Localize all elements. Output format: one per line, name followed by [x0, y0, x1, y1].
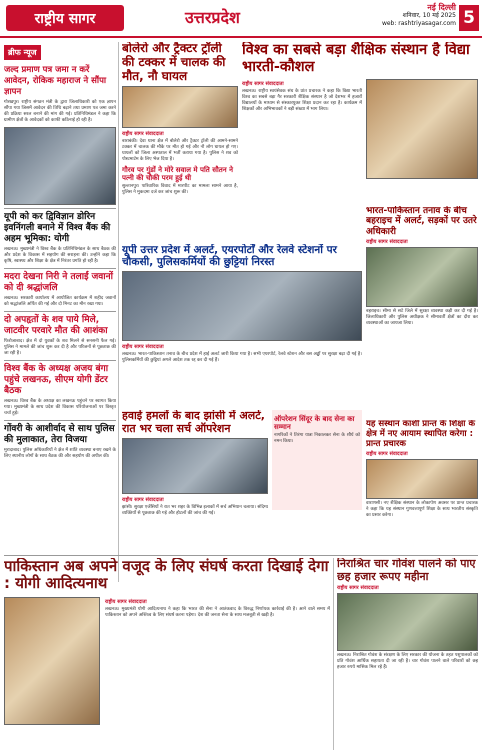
up-alert-body: लखनऊ। भारत-पाकिस्तान तनाव के बीच प्रदेश में हाई अलर्ट जारी किया गया है। सभी एयरपोर्ट, रेलवे स्टेशन और बस अड्डों पर सुरक्षा बढ़ा दी गई है। पुलिसकर्मियों की छुट्टियां अगले आदेश तक रद्द कर दी गई हैं। — [122, 352, 362, 364]
brief-headline: मदरा देखना निरी ने तलाईं जवानों को दी श्रद्धांजलि — [4, 272, 113, 293]
kashi-body: वाराणसी। नए शैक्षिक संस्थान के लोकार्पण अवसर पर प्रान्त प्रचारक ने कहा कि यह संस्थान गुणवत्तापूर्ण शिक्षा के साथ भारतीय संस्कृति का प्रसार करेगा। — [366, 501, 478, 519]
second-story-body: सुल्तानपुर। पारिवारिक विवाद में मारपीट का मामला सामने आया है, पुलिस ने मुकदमा दर्ज कर जांच शुरू की। — [122, 184, 238, 196]
brief-headline: यूपी को कर द्विविज्ञान डोरिन इवनिंगली बनाने में विश्व बैंक की अहम भूमिका: योगी — [4, 212, 111, 244]
yogi-headline: पाकिस्तान अब अपने वजूद के लिए संघर्ष करता दिखाई देगा : योगी आदित्यनाथ — [4, 558, 329, 593]
cow-headline: निराश्रित चार गोवंश पालने को पाए छह हजार रूपए महीना — [337, 558, 476, 583]
kashi-story — [366, 420, 478, 552]
mini-story-body: नागरिकों ने तिरंगा यात्रा निकालकर सेना के शौर्य को नमन किया। — [274, 433, 360, 444]
kashi-byline: राष्ट्रीय सागर संवाददाता — [366, 451, 408, 458]
cow-body: लखनऊ। निराश्रित गोवंश के संरक्षण के लिए सरकार की योजना के तहत पशुपालकों को प्रति गोवंश आर्थिक सहायता दी जा रही है। चार गोवंश पालने वाले परिवारों को छह हजार रुपये मासिक मिल रहे हैं। — [337, 653, 478, 671]
kashi-headline: यह संस्थान काशी प्रान्त के शिक्षा के क्षेत्र में नए आयाम स्थापित करेगा : प्रान्त प्रचारक — [366, 420, 475, 449]
divider — [4, 420, 116, 421]
vidya-bharati-photo — [366, 79, 478, 179]
divider — [4, 268, 116, 269]
bahraich-photo — [366, 247, 478, 307]
brief-body: लखनऊ। मुख्यमंत्री ने विश्व बैंक के प्रतिनिधिमंडल के साथ बैठक की और प्रदेश के विकास में सहयोग की सराहना की। उन्होंने कहा कि कृषि, स्वास्थ्य और शिक्षा के क्षेत्र में निरंतर प्रगति हो रही है। — [4, 247, 116, 264]
divider — [4, 360, 116, 361]
accident-byline: राष्ट्रीय सागर संवाददाता — [122, 131, 164, 138]
column-rule — [333, 558, 334, 750]
divider — [4, 208, 116, 209]
brand-logo: राष्ट्रीय सागर — [6, 5, 124, 31]
cow-photo — [337, 593, 478, 651]
dateline — [306, 4, 456, 28]
bahraich-byline: राष्ट्रीय सागर संवाददाता — [366, 239, 408, 246]
brief-body: गोरखपुर। राष्ट्रीय संगठन मंत्री के द्वारा जिलाधिकारी को एक ज्ञापन सौंपा गया जिसमें आवेदन की तिथि बढ़ाने तथा प्रमाण पत्र जमा करने की प्रक्रिया सरल बनाने की मांग की गई। प्रतिनिधिमंडल ने कहा कि ग्रामीण क्षेत्रों के आवेदकों को काफी कठिनाई हो रही है। — [4, 100, 116, 123]
vidya-bharati-byline: राष्ट्रीय सागर संवाददाता — [242, 81, 284, 88]
horizontal-rule — [4, 555, 478, 556]
jhansi-photo — [122, 438, 268, 494]
brief-news-label: ब्रीफ न्यूज — [4, 45, 41, 60]
accident-story — [122, 42, 238, 242]
dateline-date: शनिवार, 10 मई 2025 — [402, 12, 456, 19]
masthead — [0, 0, 482, 38]
brief-body: लखनऊ। विश्व बैंक के अध्यक्ष का लखनऊ पहुंचने पर स्वागत किया गया। मुख्यमंत्री के साथ प्रदेश की विकास परियोजनाओं पर विस्तृत चर्चा हुई। — [4, 399, 116, 416]
kashi-photo — [366, 459, 478, 499]
second-story-headline: गौरव पर गुंडों ने मोरे सवाल मे पति सौतन ने पत्नी की चौकी परम हुई थी — [122, 166, 233, 183]
mini-story-box — [272, 410, 362, 510]
jhansi-headline: हवाई हमलों के बाद झांसी में अलर्ट, रात भर चला सर्च ऑपरेशन — [122, 410, 265, 435]
section-title: उत्तरप्रदेश — [185, 8, 240, 27]
vidya-bharati-headline: विश्व का सबसे बड़ा शैक्षिक संस्थान है विद्या भारती-कौशल — [242, 42, 470, 75]
bahraich-body: बहराइच। सीमा से सटे जिले में सुरक्षा व्यवस्था कड़ी कर दी गई है। जिलाधिकारी और पुलिस अधीक्षक ने सीमावर्ती क्षेत्रों का दौरा कर व्यवस्थाओं का जायजा लिया। — [366, 309, 478, 327]
up-alert-photo — [122, 271, 362, 341]
brief-body: मुरादाबाद। पुलिस अधिकारियों ने क्षेत्र में शांति व्यवस्था बनाए रखने के लिए स्थानीय लोगों के साथ बैठक की और सहयोग की अपील की। — [4, 448, 116, 459]
column-rule — [118, 42, 119, 582]
accident-headline: बोलेरो और ट्रैक्टर ट्रॉली की टक्कर में चालक की मौत, नौ घायल — [122, 42, 226, 83]
up-alert-story — [122, 244, 362, 404]
yogi-body: लखनऊ। मुख्यमंत्री योगी आदित्यनाथ ने कहा कि भारत की सेना ने आतंकवाद के विरुद्ध निर्णायक कार्रवाई की है। आने वाले समय में पाकिस्तान को अपने अस्तित्व के लिए संघर्ष करना पड़ेगा। देश की जनता सेना के साथ मजबूती से खड़ी है। — [105, 606, 330, 618]
dateline-city: नई दिल्ली — [427, 3, 456, 12]
divider — [4, 311, 116, 312]
page-number: 5 — [459, 5, 479, 31]
yogi-byline: राष्ट्रीय सागर संवाददाता — [105, 598, 147, 605]
jhansi-story — [122, 410, 268, 552]
accident-photo — [122, 86, 238, 128]
brief-headline: दो अपहृतों के शव पाये मिले, जाटवीर परवारे मौत की आशंका — [4, 315, 108, 336]
brief-headline: जल्द प्रमाण पत्र जमा न करें आवेदन, रोकिक महाराज ने सौंपा ज्ञापन — [4, 65, 107, 97]
vidya-bharati-story — [242, 42, 478, 202]
bahraich-story — [366, 206, 478, 416]
up-alert-headline: यूपी उत्तर प्रदेश में अलर्ट, एयरपोर्टों और रेलवे स्टेशनों पर चौकसी, पुलिसकर्मियों की छुट्टियां निरस्त — [122, 244, 337, 269]
yogi-story — [4, 558, 330, 752]
jhansi-byline: राष्ट्रीय सागर संवाददाता — [122, 497, 164, 504]
cow-story — [337, 558, 478, 752]
bahraich-headline: भारत-पाकिस्तान तनाव के बीच बहराइच में अलर्ट, सड़कों पर उतरे अधिकारी — [366, 206, 477, 237]
accident-body: बाराबंकी। देवा थाना क्षेत्र में बोलेरो और ट्रैक्टर ट्रॉली की आमने-सामने टक्कर में चालक की मौके पर मौत हो गई और नौ लोग घायल हो गए। घायलों को जिला अस्पताल में भर्ती कराया गया है। पुलिस ने शव को पोस्टमार्टम के लिए भेज दिया है। — [122, 139, 238, 163]
brief-headline: गोंवरी के आशीर्वाद से साथ पुलिस की मुलाकात, तेरा विजया — [4, 424, 115, 445]
dateline-website: web: rashtriyasagar.com — [381, 20, 456, 27]
vidya-bharati-body: लखनऊ। राष्ट्रीय स्वयंसेवक संघ के प्रांत प्रचारक ने कहा कि विद्या भारती विश्व का सबसे बड़ा गैर सरकारी शैक्षिक संस्थान है जो देशभर में हजारों विद्यालयों के माध्यम से संस्कारयुक्त शिक्षा प्रदान कर रहा है। कार्यक्रम में शिक्षकों और अभिभावकों ने बड़ी संख्या में भाग लिया। — [242, 89, 362, 113]
mini-story-headline: ऑपरेशन सिंदूर के बाद सेना का सम्मान — [274, 415, 355, 431]
brief-photo — [4, 127, 116, 205]
yogi-photo — [4, 597, 100, 725]
brief-body: लखनऊ। सरकारी कार्यालय में आयोजित कार्यक्रम में शहीद जवानों को श्रद्धांजलि अर्पित की गई और दो मिनट का मौन रखा गया। — [4, 296, 116, 307]
cow-byline: राष्ट्रीय सागर संवाददाता — [337, 585, 379, 592]
up-alert-byline: राष्ट्रीय सागर संवाददाता — [122, 344, 164, 351]
jhansi-body: झांसी। सुरक्षा एजेंसियों ने रात भर शहर के विभिन्न इलाकों में सर्च अभियान चलाया। संदिग्ध व्यक्तियों से पूछताछ की गई और होटलों की जांच की गई। — [122, 505, 268, 517]
brief-body: फिरोजाबाद। क्षेत्र में दो युवकों के शव मिलने से सनसनी फैल गई। पुलिस ने मामले की जांच शुरू कर दी है और परिजनों से पूछताछ की जा रही है। — [4, 339, 116, 356]
brief-headline: विश्व बैंक के अध्यक्ष अजय बंगा पहुंचे लखनऊ, सीएम योगी डेंटर बैठक — [4, 364, 109, 396]
